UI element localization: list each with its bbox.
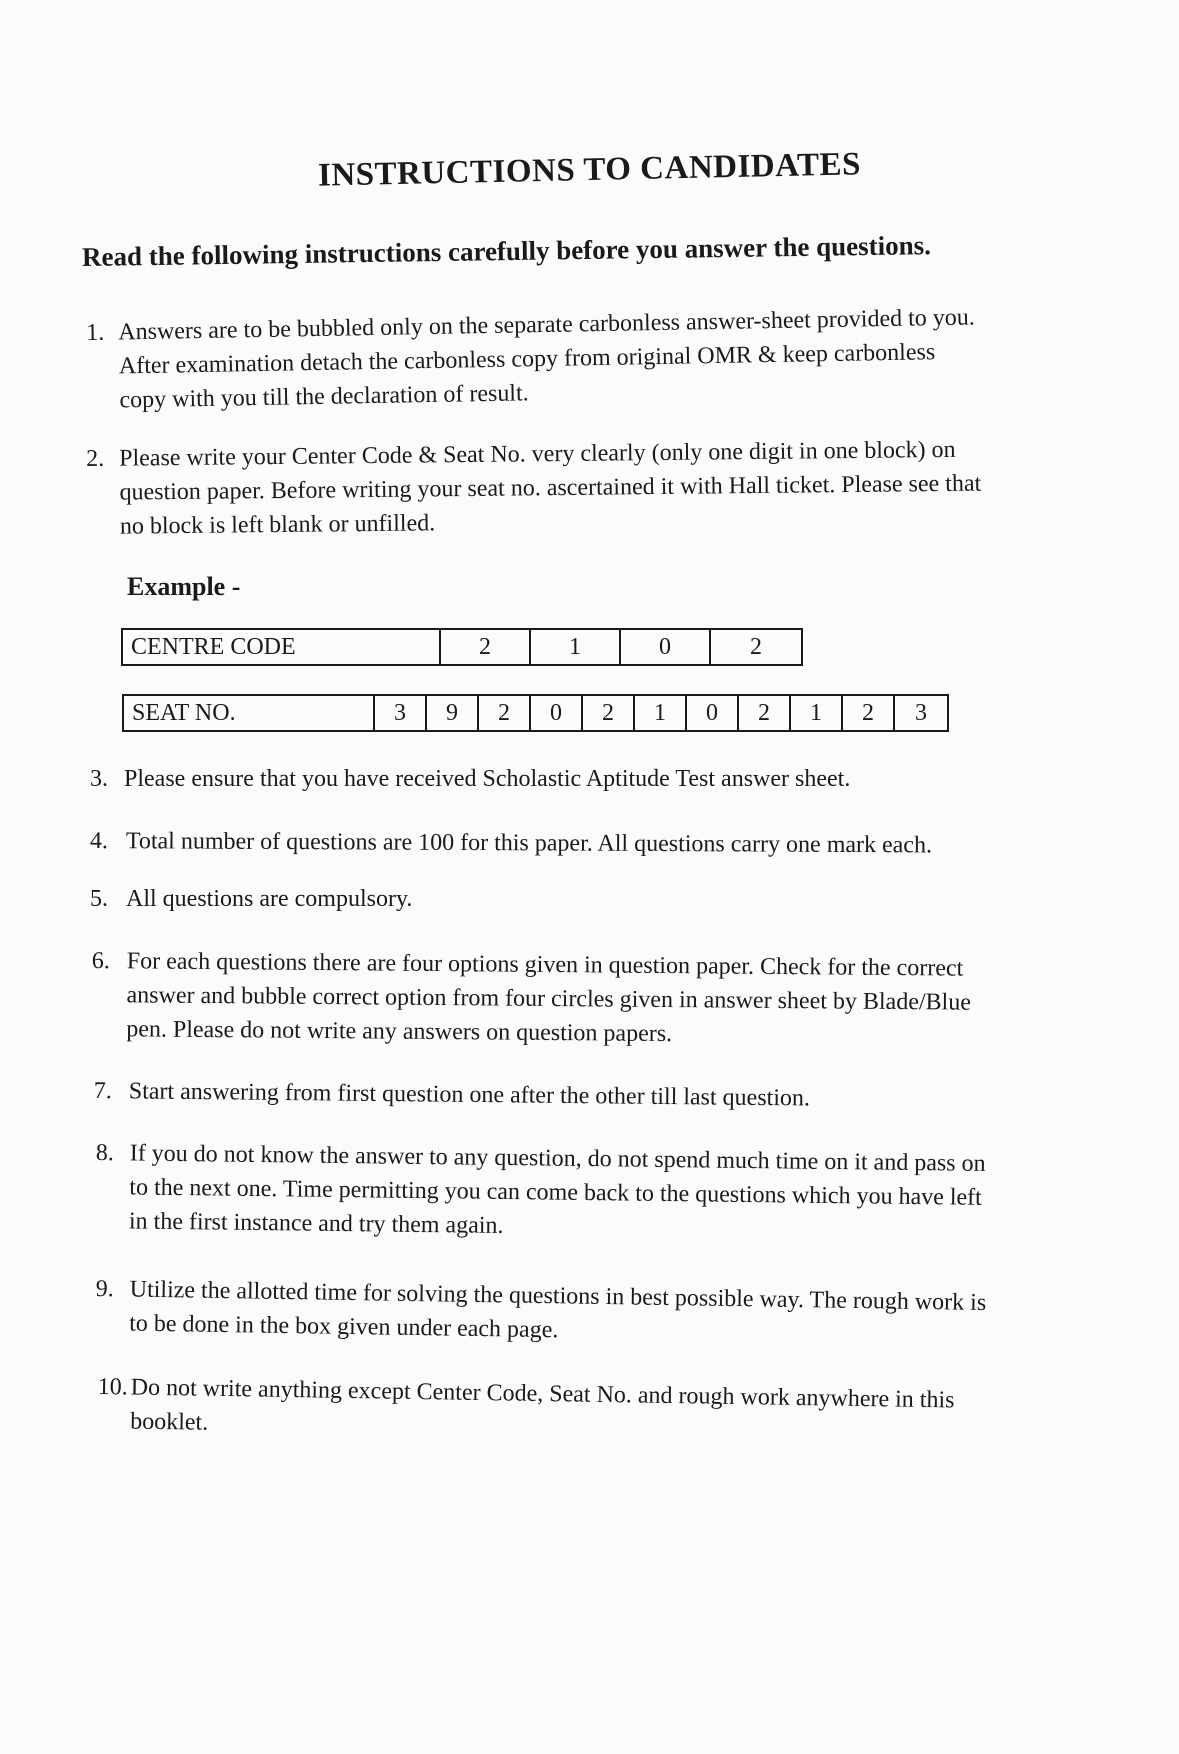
centre-code-table	[121, 628, 803, 666]
instruction-item-6	[91, 944, 1102, 1048]
item-line: After examination detach the carbonless copy from original OMR & keep carbonless	[118, 339, 936, 380]
item-line: pen. Please do not write any answers on question papers.	[126, 1016, 673, 1048]
seat-no-digit: 0	[687, 696, 739, 730]
item-number: 6.	[91, 947, 110, 975]
item-number: 7.	[93, 1077, 112, 1105]
seat-no-table	[122, 694, 949, 732]
instruction-item-1	[86, 299, 1086, 414]
seat-no-digit: 3	[375, 696, 427, 730]
centre-code-digit: 1	[531, 630, 621, 664]
seat-no-digit: 9	[427, 696, 479, 730]
item-line: Please write your Center Code & Seat No. very clearly (only one digit in one block) on	[119, 436, 956, 472]
centre-code-digit: 2	[750, 634, 762, 660]
item-line: Total number of questions are 100 for this paper. All questions carry one mark each.	[125, 828, 933, 859]
item-number: 4.	[89, 827, 108, 855]
centre-code-digit: 2	[441, 630, 531, 664]
item-line: If you do not know the answer to any question, do not spend much time on it and pass on	[129, 1140, 986, 1177]
item-number: 3.	[90, 766, 108, 792]
seat-no-label: SEAT NO.	[124, 696, 375, 730]
seat-no-digit: 3	[915, 700, 927, 726]
seat-no-digit: 2	[739, 696, 791, 730]
page-title: INSTRUCTIONS TO CANDIDATES	[317, 146, 862, 194]
seat-no-digit: 2	[479, 696, 531, 730]
instruction-item-9	[95, 1272, 1126, 1344]
instruction-item-8	[95, 1136, 1116, 1239]
item-line: to be done in the box given under each page.	[128, 1310, 559, 1344]
instruction-item-7	[93, 1074, 1094, 1112]
seat-no-digit: 1	[791, 696, 843, 730]
instruction-item-10	[97, 1370, 1118, 1436]
item-line: booklet.	[129, 1408, 209, 1436]
item-line: question paper. Before writing your seat no. ascertained it with Hall ticket. Please see that	[119, 470, 982, 506]
example-label: Example -	[127, 572, 241, 601]
page-subtitle: Read the following instructions carefully before you answer the questions.	[81, 230, 932, 272]
item-number: 5.	[90, 886, 108, 912]
item-line: Please ensure that you have received Scholastic Aptitude Test answer sheet.	[124, 766, 851, 792]
seat-no-digit: 1	[635, 696, 687, 730]
item-line: Start answering from first question one after the other till last question.	[128, 1078, 811, 1112]
item-number: 9.	[95, 1275, 114, 1303]
seat-no-digit: 2	[843, 696, 895, 730]
centre-code-digit: 0	[621, 630, 711, 664]
item-line: copy with you till the declaration of result.	[119, 380, 529, 414]
item-line: Answers are to be bubbled only on the separate carbonless answer-sheet provided to you.	[118, 304, 975, 346]
seat-no-digit: 2	[583, 696, 635, 730]
item-line: to the next one. Time permitting you can come back to the questions which you have left	[129, 1174, 982, 1211]
centre-code-label: CENTRE CODE	[123, 630, 441, 664]
instruction-item-4	[89, 824, 1090, 859]
seat-no-digit: 0	[531, 696, 583, 730]
item-number: 2.	[86, 445, 105, 472]
item-line: in the first instance and try them again.	[128, 1208, 504, 1239]
instruction-item-2	[86, 431, 1096, 540]
item-number: 1.	[86, 319, 105, 346]
item-line: All questions are compulsory.	[126, 886, 413, 912]
item-line: Utilize the allotted time for solving the questions in best possible way. The rough work is	[129, 1276, 987, 1316]
item-line: no block is left blank or unfilled.	[119, 510, 436, 540]
item-line: answer and bubble correct option from four circles given in answer sheet by Blade/Blue	[126, 982, 972, 1016]
item-number: 10.	[97, 1373, 128, 1401]
item-line: For each questions there are four options given in question paper. Check for the correct	[126, 948, 964, 982]
item-number: 8.	[95, 1139, 114, 1167]
item-line: Do not write anything except Center Code, Seat No. and rough work anywhere in this	[130, 1374, 955, 1414]
